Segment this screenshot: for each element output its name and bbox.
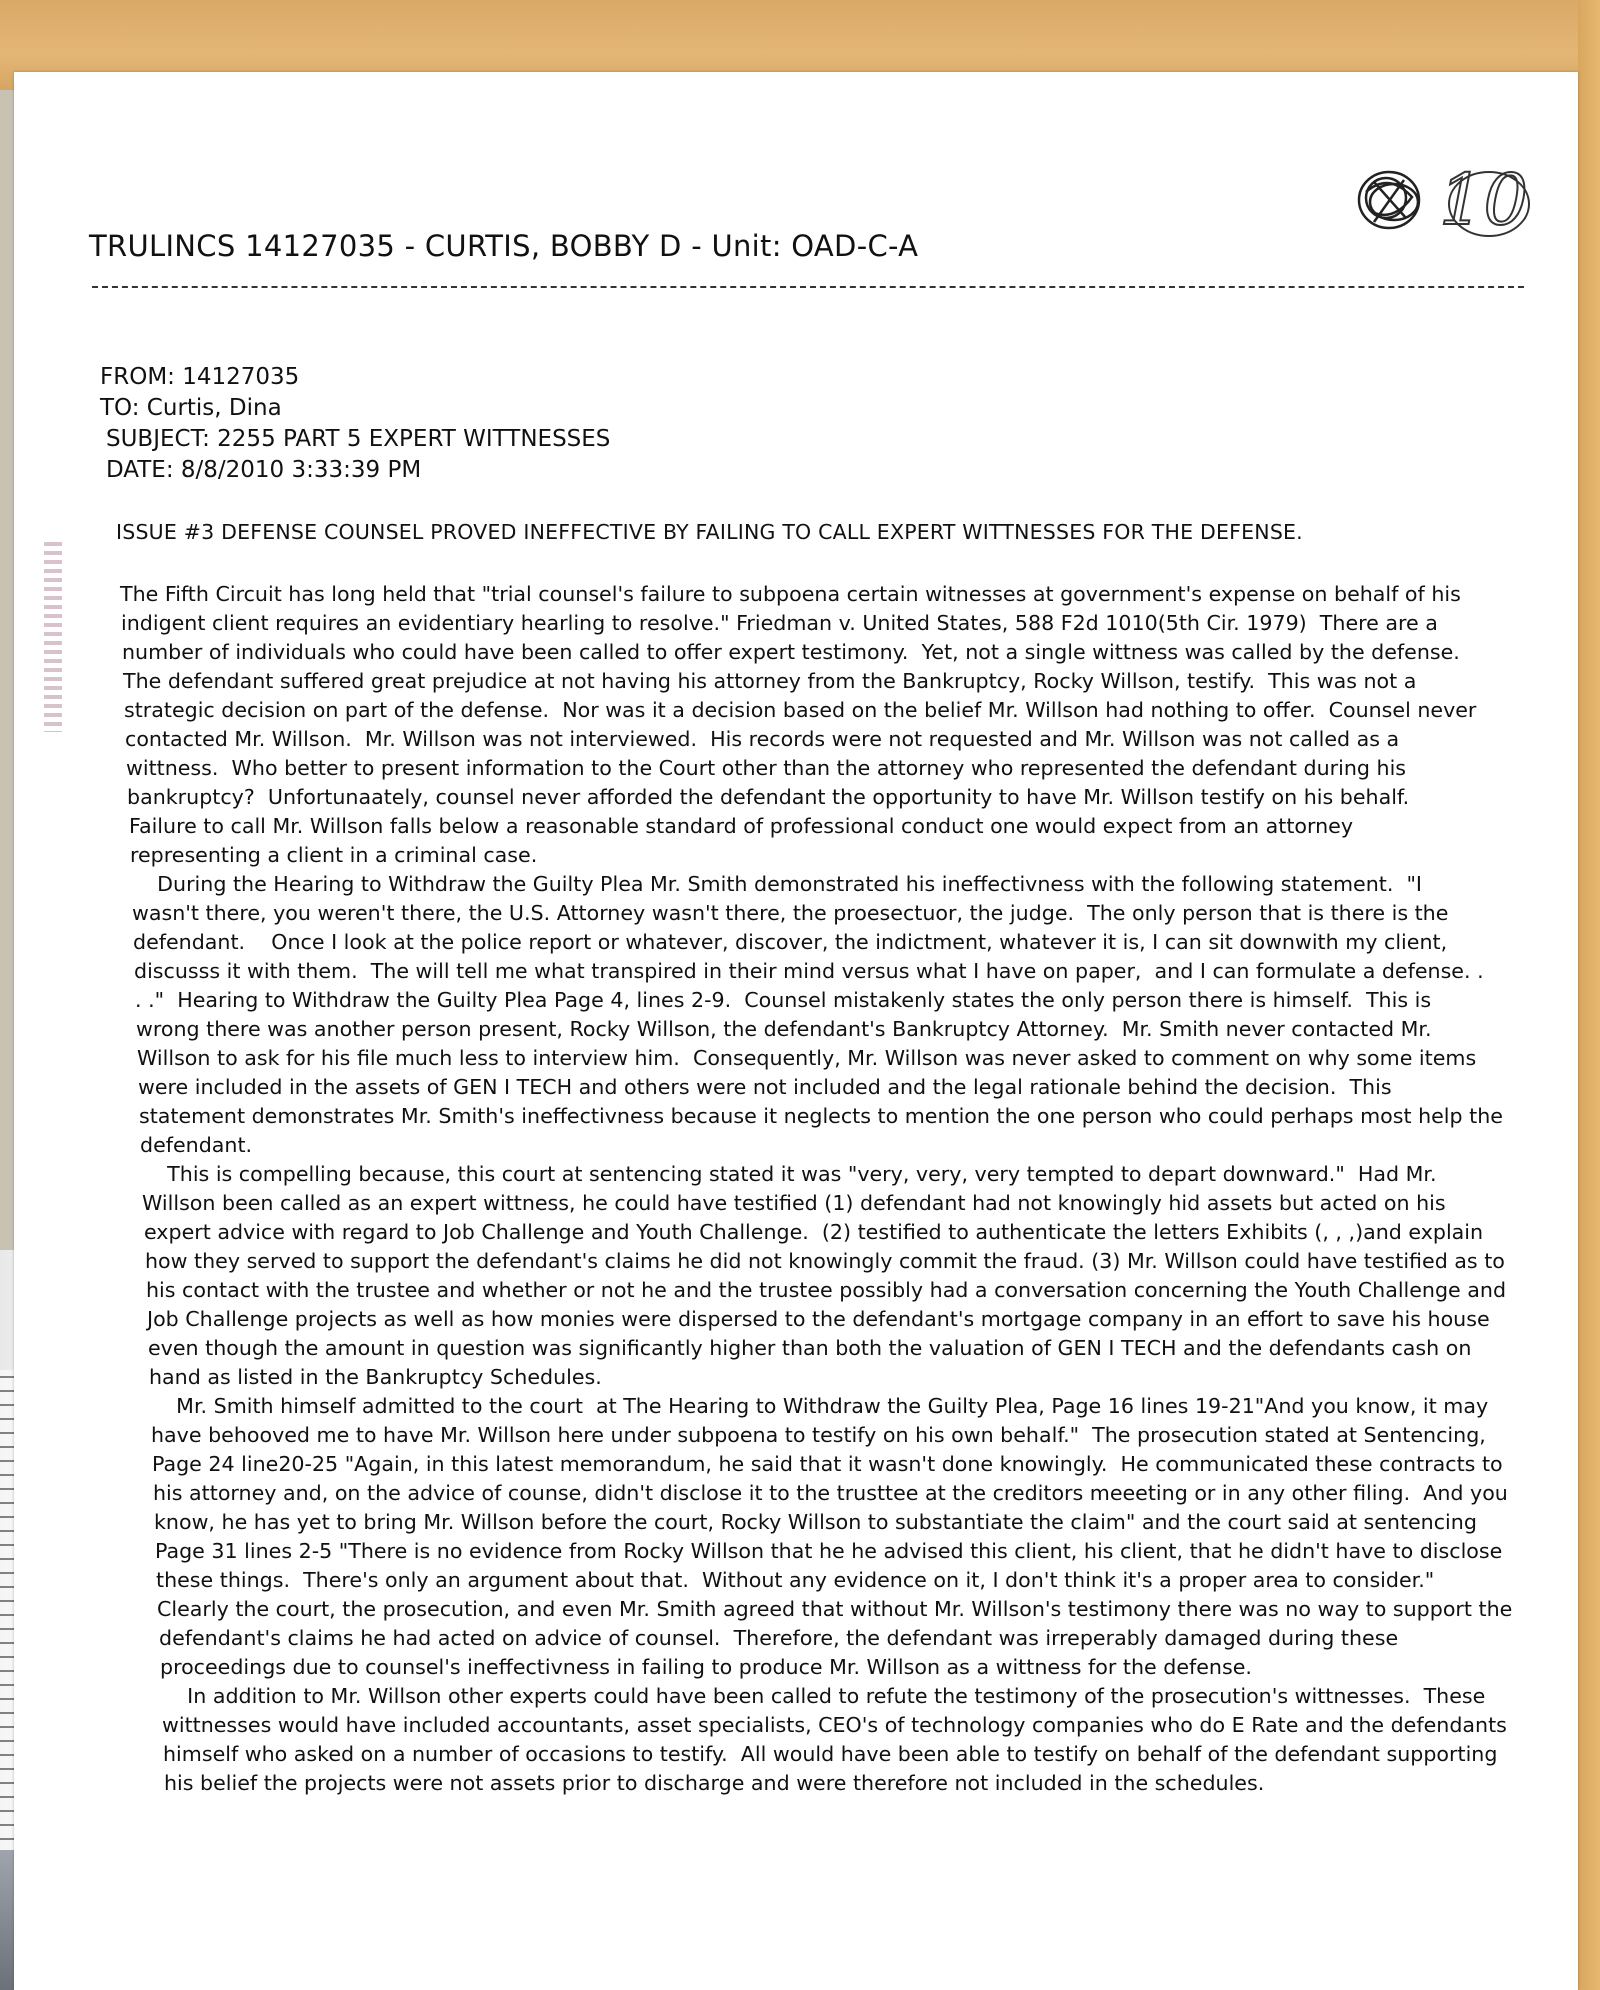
text-line: Page 31 lines 2-5 "There is no evidence from Rocky Willson that he he advised this client, his client, that he didn't have to disclose [155, 1539, 1503, 1563]
text-line: were included in the assets of GEN I TECH and others were not included and the legal rationale behind the decision. This [138, 1075, 1392, 1099]
text-line: The Fifth Circuit has long held that "trial counsel's failure to subpoena certain witnesses at government's expense on behalf of his [120, 582, 1461, 606]
date-line: DATE: 8/8/2010 3:33:39 PM [106, 457, 422, 483]
text-line: himself who asked on a number of occasions to testify. All would have been able to testify on behalf of the defendant supporting [163, 1742, 1498, 1766]
text-line: wittnesses would have included accountants, asset specialists, CEO's of technology companies who do E Rate and the defendants [162, 1713, 1507, 1737]
text-line: This is compelling because, this court at sentencing stated it was "very, very, very tempted to depart downward." Had Mr. [141, 1162, 1437, 1186]
text-line: representing a client in a criminal case. [130, 843, 538, 867]
message-meta [100, 362, 610, 486]
text-line: how they served to support the defendant's claims he did not knowingly commit the fraud. (3) Mr. Willson could have testified as to [145, 1249, 1505, 1273]
margin-stamp [44, 542, 62, 732]
text-line: strategic decision on part of the defense. Nor was it a decision based on the belief Mr. Willson had nothing to offer. Counsel never [124, 698, 1477, 722]
text-line: Job Challenge projects as well as how monies were dispersed to the defendant's mortgage company in an effort to save his house [147, 1307, 1490, 1331]
text-line: discusss it with them. The will tell me what transpired in their mind versus what I have on paper, and I can formulate a defense. . [134, 959, 1484, 983]
document-page [14, 72, 1578, 1990]
text-line: defendant's claims he had acted on advice of counsel. Therefore, the defendant was irreperably damaged during these [159, 1626, 1399, 1650]
paragraph [120, 1160, 1590, 1392]
text-line: . ." Hearing to Withdraw the Guilty Plea Page 4, lines 2-9. Counsel mistakenly states the only person there is himself. This is [135, 988, 1432, 1012]
paragraph [120, 1682, 1590, 1798]
text-line: Mr. Smith himself admitted to the court at The Hearing to Withdraw the Guilty Plea, Page 16 lines 19-21"And you know, it may [150, 1394, 1489, 1418]
text-line: The defendant suffered great prejudice at not having his attorney from the Bankruptcy, Rocky Willson, testify. This was not a [123, 669, 1417, 693]
text-line: have behooved me to have Mr. Willson here under subpoena to testify on his own behalf." The prosecution stated at Sentencing, [151, 1423, 1486, 1447]
text-line: his contact with the trustee and whether or not he and the trustee possibly had a conversation concerning the Youth Challenge and [146, 1278, 1507, 1302]
scribbled-out-number [1359, 172, 1419, 228]
to-line: TO: Curtis, Dina [100, 395, 282, 421]
text-line: bankruptcy? Unfortunaately, counsel never afforded the defendant the opportunity to have Mr. Willson testify on his behalf. [127, 785, 1410, 809]
from-line: FROM: 14127035 [100, 364, 300, 390]
handwritten-page-number [1344, 152, 1544, 242]
text-line: wittness. Who better to present information to the Court other than the attorney who represented the defendant during his [126, 756, 1407, 780]
text-line: Willson been called as an expert wittness, he could have testified (1) defendant had not knowingly hid assets but acted on his [142, 1191, 1446, 1215]
text-line: these things. There's only an argument about that. Without any evidence on it, I don't think it's a proper area to consider." [156, 1568, 1435, 1592]
text-line: proceedings due to counsel's ineffectivness in failing to produce Mr. Willson as a wittness for the defense. [160, 1655, 1252, 1679]
text-line: statement demonstrates Mr. Smith's ineffectivness because it neglects to mention the one person who could perhaps most help the [139, 1104, 1503, 1128]
text-line: his belief the projects were not assets prior to discharge and were therefore not included in the schedules. [164, 1771, 1265, 1795]
text-line: Willson to ask for his file much less to interview him. Consequently, Mr. Willson was never asked to comment on why some items [137, 1046, 1477, 1070]
paragraph [120, 1392, 1590, 1682]
text-line: Clearly the court, the prosecution, and even Mr. Smith agreed that without Mr. Willson's testimony there was no way to support the [157, 1597, 1513, 1621]
text-line: even though the amount in question was significantly higher than both the valuation of GEN I TECH and the defendants cash on [148, 1336, 1472, 1360]
text-line: hand as listed in the Bankruptcy Schedules. [149, 1365, 602, 1389]
text-line: defendant. Once I look at the police report or whatever, discover, the indictment, whatever it is, I can sit downwith my client, [133, 930, 1448, 954]
text-line: During the Hearing to Withdraw the Guilty Plea Mr. Smith demonstrated his ineffectivness with the following statement. "I [131, 872, 1423, 896]
paragraph [120, 870, 1590, 1160]
text-line: Failure to call Mr. Willson falls below a reasonable standard of professional conduct one would expect from an attorney [129, 814, 1354, 838]
text-line: defendant. [140, 1133, 253, 1157]
text-line: contacted Mr. Willson. Mr. Willson was not interviewed. His records were not requested and Mr. Willson was not called as a [125, 727, 1400, 751]
header-divider [92, 286, 1524, 288]
text-line: wasn't there, you weren't there, the U.S. Attorney wasn't there, the proesectuor, the judge. The only person that is there is the [132, 901, 1449, 925]
letter-body [120, 580, 1590, 1798]
trulincs-header: TRULINCS 14127035 - CURTIS, BOBBY D - Unit: OAD-C-A [89, 229, 919, 263]
text-line: indigent client requires an evidentiary hearling to resolve." Friedman v. United States, 588 F2d 1010(5th Cir. 1979) There are a [121, 611, 1438, 635]
text-line: wrong there was another person present, Rocky Willson, the defendant's Bankruptcy Attorney. Mr. Smith never contacted Mr. [136, 1017, 1432, 1041]
text-line: number of individuals who could have been called to offer expert testimony. Yet, not a single wittness was called by the defense. [122, 640, 1460, 664]
page-number-text: 10 [1439, 159, 1529, 241]
text-line: know, he has yet to bring Mr. Willson before the court, Rocky Willson to substantiate the claim" and the court said at sentencing [154, 1510, 1477, 1534]
text-line: expert advice with regard to Job Challenge and Youth Challenge. (2) testified to authenticate the letters Exhibits (, , ,)and explain [144, 1220, 1484, 1244]
paragraph [120, 580, 1590, 870]
text-line: his attorney and, on the advice of counse, didn't disclose it to the trusttee at the creditors meeeting or in any other filing. And you [153, 1481, 1508, 1505]
text-line: In addition to Mr. Willson other experts could have been called to refute the testimony of the prosecution's wittnesses. These [161, 1684, 1486, 1708]
issue-heading: ISSUE #3 DEFENSE COUNSEL PROVED INEFFECTIVE BY FAILING TO CALL EXPERT WITTNESSES FOR THE DEFENSE. [116, 520, 1303, 544]
subject-line: SUBJECT: 2255 PART 5 EXPERT WITTNESSES [106, 426, 611, 452]
text-line: Page 24 line20-25 "Again, in this latest memorandum, he said that it wasn't done knowingly. He communicated these contracts to [152, 1452, 1503, 1476]
